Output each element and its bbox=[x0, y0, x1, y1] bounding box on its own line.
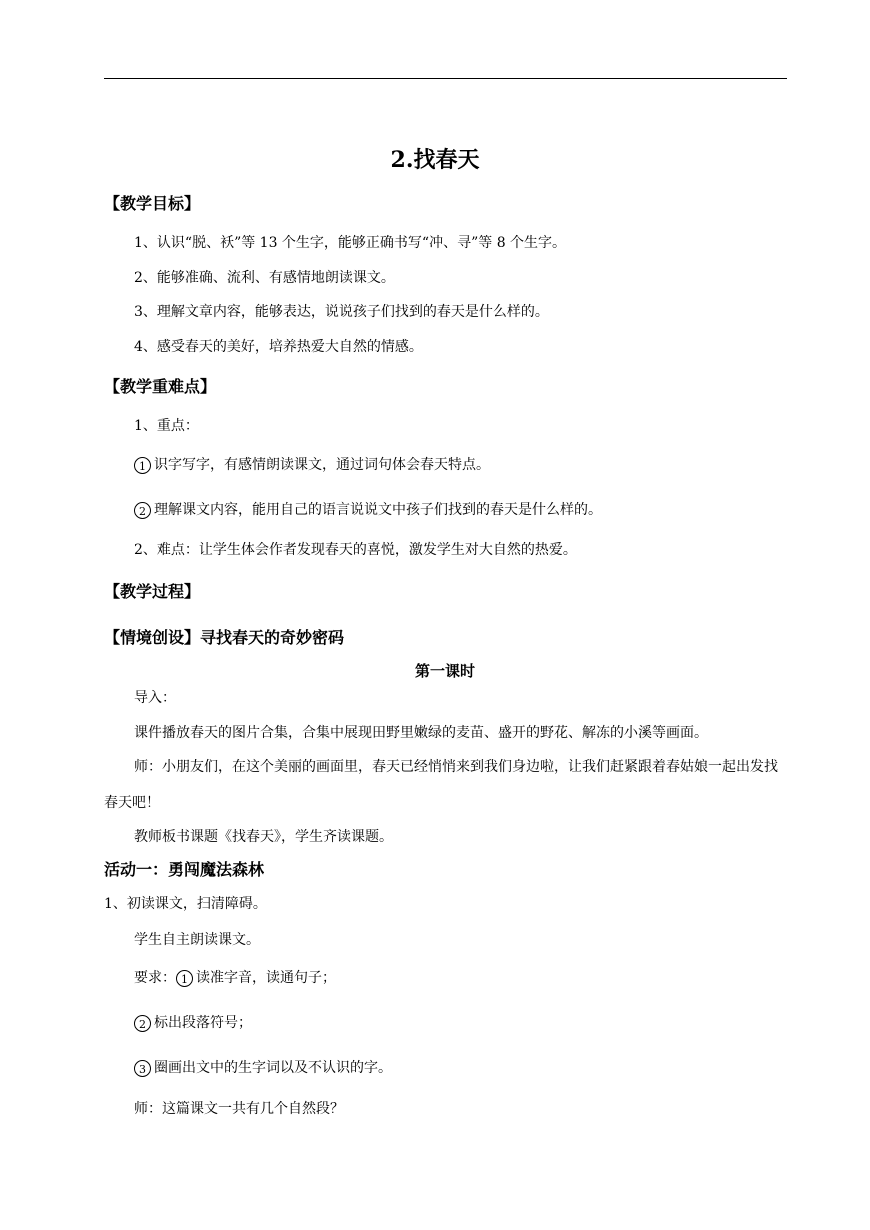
goal-item: 1、认识“脱、袄”等 13 个生字，能够正确书写“冲、寻”等 8 个生字。 bbox=[134, 235, 567, 251]
focus-label: 1、重点： bbox=[134, 418, 199, 434]
focus-item bbox=[134, 501, 602, 519]
circled-number: 1 bbox=[176, 970, 193, 987]
goals-heading: 【教学目标】 bbox=[104, 194, 201, 213]
circled-number: 2 bbox=[134, 1015, 151, 1032]
requirement-label: 要求： bbox=[134, 970, 176, 986]
circled-number: 2 bbox=[134, 502, 151, 519]
self-read-text: 学生自主朗读课文。 bbox=[134, 932, 260, 948]
keypoints-heading: 【教学重难点】 bbox=[104, 377, 217, 396]
header-rule bbox=[104, 78, 787, 79]
focus-item bbox=[134, 456, 490, 474]
difficulty-text: 2、难点：让学生体会作者发现春天的喜悦，激发学生对大自然的热爱。 bbox=[134, 542, 577, 558]
requirement-line bbox=[134, 969, 336, 987]
circled-number: 1 bbox=[134, 457, 151, 474]
board-text: 教师板书课题《找春天》，学生齐读课题。 bbox=[134, 829, 393, 845]
process-heading: 【教学过程】 bbox=[104, 582, 201, 601]
focus-item-text: 识字写字，有感情朗读课文，通过词句体会春天特点。 bbox=[154, 457, 490, 473]
goal-item: 2、能够准确、流利、有感情地朗读课文。 bbox=[134, 270, 395, 286]
intro-label: 导入： bbox=[134, 690, 176, 706]
requirement-text: 圈画出文中的生字词以及不认识的字。 bbox=[154, 1060, 392, 1076]
teacher-text: 师：小朋友们，在这个美丽的画面里，春天已经悄悄来到我们身边啦，让我们赶紧跟着春姑娘一起出发找春天吧！ bbox=[104, 759, 778, 811]
focus-item-text: 理解课文内容，能用自己的语言说说文中孩子们找到的春天是什么样的。 bbox=[154, 502, 602, 518]
goal-item: 3、理解文章内容，能够表达，说说孩子们找到的春天是什么样的。 bbox=[134, 304, 549, 320]
lesson-subtitle: 第一课时 bbox=[414, 662, 475, 680]
goal-item: 4、感受春天的美好，培养热爱大自然的情感。 bbox=[134, 339, 423, 355]
requirement-line bbox=[134, 1059, 392, 1077]
page-title: 2.找春天 bbox=[390, 147, 480, 173]
requirement-text: 标出段落符号； bbox=[154, 1015, 252, 1031]
intro-text: 课件播放春天的图片合集，合集中展现田野里嫩绿的麦苗、盛开的野花、解冻的小溪等画面。 bbox=[134, 725, 708, 741]
scenario-heading: 【情境创设】寻找春天的奇妙密码 bbox=[104, 628, 345, 647]
activity1-heading: 活动一：勇闯魔法森林 bbox=[104, 860, 265, 879]
circled-number: 3 bbox=[134, 1060, 151, 1077]
requirement-text: 读准字音，读通句子； bbox=[196, 970, 336, 986]
requirement-line bbox=[134, 1014, 252, 1032]
question-text: 师：这篇课文一共有几个自然段？ bbox=[134, 1101, 344, 1117]
activity1-step: 1、初读课文，扫清障碍。 bbox=[104, 896, 267, 912]
